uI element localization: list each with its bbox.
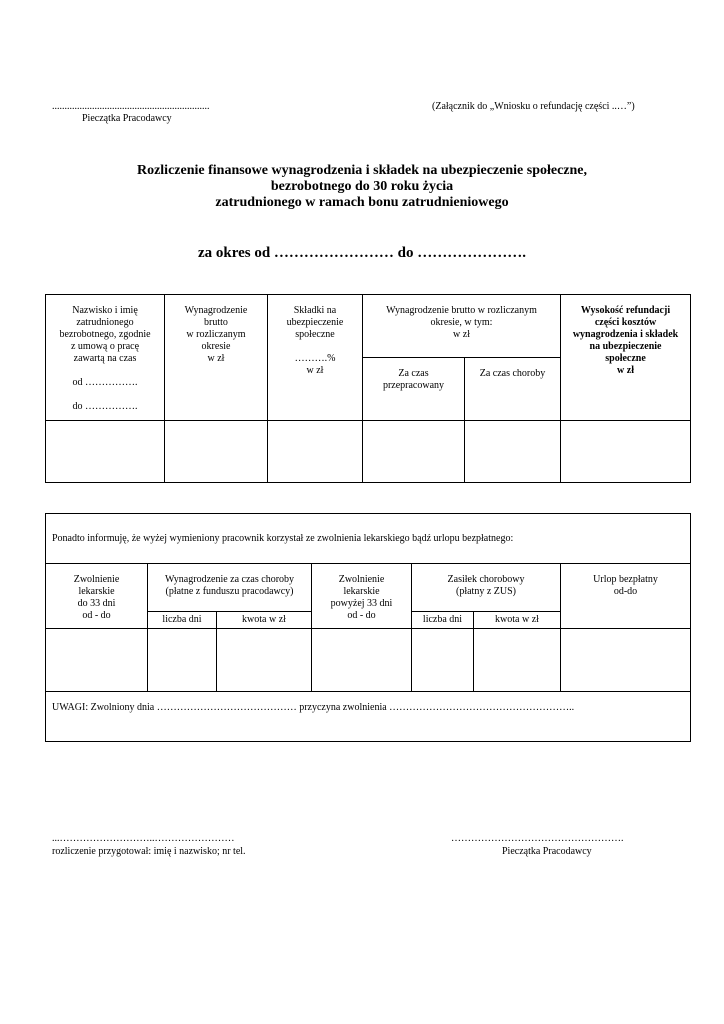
sickness-benefit-header (412, 564, 561, 612)
remarks-row[interactable]: UWAGI: Zwolniony dnia …………………………………… przyczyna zwolnienia ……………………………………………….. (46, 692, 691, 742)
header-line: społeczne (605, 353, 646, 364)
header-line: ……….% (294, 353, 336, 364)
table-cell[interactable] (46, 421, 165, 483)
header-line: Składki na (293, 305, 337, 316)
worked-time-header (363, 358, 465, 421)
header-line: na ubezpieczenie (589, 341, 662, 352)
refund-amount-header (561, 295, 691, 421)
title-line-3: zatrudnionego w ramach bonu zatrudnieniowego (215, 195, 509, 210)
header-line: z umową o pracę (70, 341, 140, 352)
settlement-table (45, 294, 691, 483)
header-line: w rozliczanym (186, 329, 246, 340)
header-line: ubezpieczenie (286, 317, 344, 328)
header-line: (płatne z funduszu pracodawcy) (165, 586, 294, 597)
days-count-header: liczba dni (412, 612, 474, 629)
header-line: lekarskie (78, 586, 115, 597)
table-cell[interactable] (46, 629, 148, 692)
table-cell[interactable] (465, 421, 561, 483)
header-line: społeczne (295, 329, 335, 340)
unpaid-leave-header (561, 564, 691, 629)
header-line (46, 389, 164, 401)
header-line: w zł (617, 365, 634, 376)
table-cell[interactable] (268, 421, 363, 483)
table-cell[interactable] (312, 629, 412, 692)
stamp-label-footer: Pieczątka Pracodawcy (502, 846, 592, 857)
header-line: części kosztów (594, 317, 657, 328)
sick-time-header (465, 358, 561, 421)
header-line: przepracowany (382, 380, 445, 391)
header-line: w zł (453, 329, 470, 340)
header-line: Wynagrodzenie za czas choroby (164, 574, 295, 585)
header-line: Wysokość refundacji (580, 305, 671, 316)
social-contributions-header (268, 295, 363, 421)
leave-intro: Ponadto informuję, że wyżej wymieniony pracownik korzystał ze zwolnienia lekarskiego bądź urlopu bezpłatnego: (46, 514, 691, 564)
header-line: do ……………. (72, 401, 138, 412)
table-cell[interactable] (412, 629, 474, 692)
header-line: w zł (306, 365, 324, 376)
header-line: Za czas (398, 368, 429, 379)
header-line: Urlop bezpłatny (593, 574, 658, 585)
header-line: bezrobotnego, zgodnie (59, 329, 151, 340)
preparer-label: rozliczenie przygotował: imię i nazwisko; nr tel. (52, 846, 246, 857)
period-line: za okres od …………………… do …………………. (197, 245, 527, 261)
header-line: od - do (82, 610, 111, 621)
header-line: okresie, w tym: (430, 317, 493, 328)
amount-header: kwota w zł (474, 612, 561, 629)
title-line-1: Rozliczenie finansowe wynagrodzenia i składek na ubezpieczenie społeczne, (136, 163, 588, 178)
preparer-dots: ...………………………..…………………… (52, 833, 235, 844)
header-line: od ……………. (72, 377, 138, 388)
header-line (268, 341, 362, 353)
header-line: Wynagrodzenie (184, 305, 248, 316)
header-line: wynagrodzenia i składek (572, 329, 679, 340)
header-line: Zasiłek chorobowy (447, 574, 525, 585)
header-line (46, 365, 164, 377)
header-line: brutto (204, 317, 228, 328)
stamp-dots-footer: ……………………………………………. (451, 833, 624, 844)
header-line: lekarskie (343, 586, 380, 597)
header-line: Zwolnienie (73, 574, 120, 585)
header-line: w zł (207, 353, 225, 364)
header-line: Nazwisko i imię (72, 305, 138, 316)
employee-name-header (46, 295, 165, 421)
table-cell[interactable] (561, 421, 691, 483)
header-line: (płatny z ZUS) (456, 586, 516, 597)
header-line: do 33 dni (77, 598, 116, 609)
stamp-label: Pieczątka Pracodawcy (82, 113, 172, 124)
table-cell[interactable] (165, 421, 268, 483)
header-line: okresie (201, 341, 231, 352)
header-line: od - do (347, 610, 376, 621)
table-cell[interactable] (363, 421, 465, 483)
stamp-dots: ............................................................... (52, 101, 210, 112)
header-line: zatrudnionego (76, 317, 134, 328)
header-line: Za czas choroby (479, 368, 546, 379)
table-cell[interactable] (217, 629, 312, 692)
amount-header: kwota w zł (217, 612, 312, 629)
attachment-note: (Załącznik do „Wniosku o refundację części ..…”) (432, 101, 635, 112)
table-cell[interactable] (561, 629, 691, 692)
header-line: zawartą na czas (73, 353, 137, 364)
table-cell[interactable] (148, 629, 217, 692)
days-count-header: liczba dni (148, 612, 217, 629)
header-line: powyżej 33 dni (330, 598, 393, 609)
sick-pay-employer-header (148, 564, 312, 612)
header-line: Wynagrodzenie brutto w rozliczanym (386, 305, 537, 316)
leave-table (45, 513, 691, 742)
header-line: od-do (613, 586, 638, 597)
table-cell[interactable] (474, 629, 561, 692)
sick-leave-33-header (46, 564, 148, 629)
header-line: Zwolnienie (338, 574, 385, 585)
gross-salary-header (165, 295, 268, 421)
sick-leave-over-33-header (312, 564, 412, 629)
gross-breakdown-header (363, 295, 561, 358)
title-line-2: bezrobotnego do 30 roku życia (270, 179, 454, 194)
